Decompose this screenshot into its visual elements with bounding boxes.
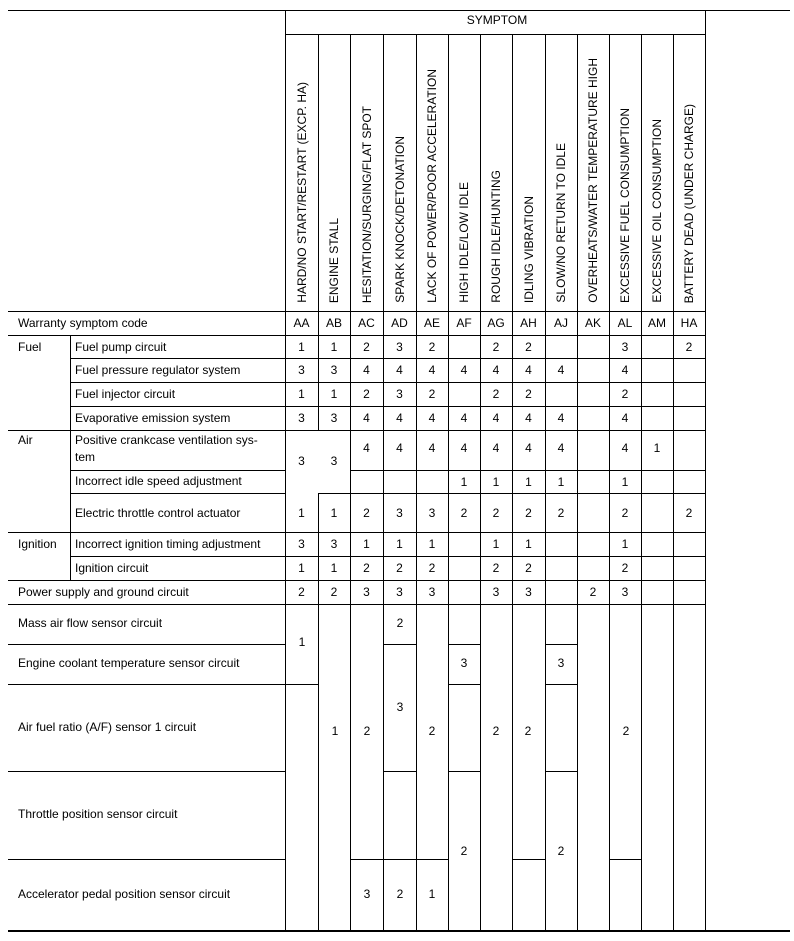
symptom-name-ha: BATTERY DEAD (UNDER CHARGE): [682, 103, 696, 303]
symptom-name-ae: LACK OF POWER/POOR ACCELERATION: [425, 69, 439, 303]
cell-throttle_actuator-ad: 3: [396, 505, 403, 520]
cell-ignition_timing-ad: 1: [396, 537, 403, 551]
cell-throttle_actuator-aa: 1: [298, 505, 305, 520]
row-label-fuel-injector: Fuel injector circuit: [75, 387, 176, 401]
row-label-throttle-actuator: Electric throttle control actuator: [75, 506, 241, 520]
cell-throttle_actuator-ah: 2: [525, 505, 532, 520]
merged-cell: [642, 605, 673, 930]
cell-throttle_actuator-ab: 1: [330, 505, 338, 520]
cell-evap-ad: 4: [396, 411, 403, 425]
cell-pcv-aa: 3: [298, 454, 305, 468]
cell-fuel_pressure-ac: 4: [363, 363, 370, 377]
cell-fuel_injector-ac: 2: [363, 387, 370, 401]
symptom-header: SYMPTOM: [466, 13, 528, 27]
table-rule: [8, 10, 790, 11]
cell-ignition_circuit-ac: 2: [363, 561, 370, 575]
table-rule: [70, 335, 71, 580]
cell-evap-aa: 3: [298, 411, 305, 425]
row-label-pcv-line1: Positive crankcase ventilation sys-: [75, 433, 258, 447]
cell-fuel_pump-al: 3: [621, 339, 629, 354]
cell-evap-ag: 4: [492, 411, 500, 425]
cell-power_supply-ak: 2: [589, 585, 597, 599]
cell-power_supply-aa: 2: [298, 585, 305, 599]
table-rule: [383, 34, 384, 930]
table-rule: [70, 556, 705, 557]
merged-cell: [449, 685, 480, 771]
symptom-name-ac: HESITATION/SURGING/FLAT SPOT: [359, 105, 374, 303]
symptom-name-ag: ROUGH IDLE/HUNTING: [489, 170, 503, 303]
symptom-name-am: EXCESSIVE OIL CONSUMPTION: [650, 119, 664, 303]
row-label-app: Accelerator pedal position sensor circuit: [18, 887, 231, 901]
cell-fuel_pump-ae: 2: [428, 339, 436, 354]
cell-sensor-af-ect: 3: [460, 656, 468, 670]
merged-cell: [578, 605, 609, 930]
cell-fuel_pressure-af: 4: [460, 363, 468, 377]
symptom-code-af: AF: [456, 316, 472, 330]
table-rule: [8, 532, 705, 533]
cell-idle_speed-af: 1: [460, 474, 468, 489]
cell-fuel_pump-ab: 1: [330, 339, 338, 354]
cell-evap-ac: 4: [363, 411, 370, 425]
cell-fuel_injector-ae: 2: [428, 387, 436, 401]
symptom-name-aj: SLOW/NO RETURN TO IDLE: [554, 143, 568, 303]
symptom-code-ae: AE: [423, 316, 441, 330]
row-label-af-sensor: Air fuel ratio (A/F) sensor 1 circuit: [18, 720, 197, 734]
symptom-name-ak: OVERHEATS/WATER TEMPERATURE HIGH: [586, 58, 600, 303]
cell-ignition_circuit-ah: 2: [525, 561, 532, 575]
cell-idle_speed-ag: 1: [492, 474, 500, 489]
row-label-ect: Engine coolant temperature sensor circuit: [18, 656, 240, 670]
cell-ignition_timing-aa: 3: [298, 537, 305, 551]
cell-ignition_timing-al: 1: [621, 537, 629, 551]
cell-ignition_circuit-ad: 2: [396, 561, 403, 575]
cell-fuel_pressure-ab: 3: [330, 363, 338, 377]
symptom-code-aa: AA: [293, 316, 310, 330]
cell-idle_speed-ah: 1: [525, 474, 532, 489]
table-rule: [70, 382, 705, 383]
cell-ignition_timing-ah: 1: [525, 537, 532, 551]
cell-ignition_timing-ac: 1: [363, 537, 370, 551]
symptom-code-ad: AD: [391, 316, 408, 330]
cell-ignition_timing-ab: 3: [330, 537, 338, 551]
symptom-code-aj: AJ: [553, 316, 569, 330]
cell-sensor-ad-ect-af: 3: [396, 700, 404, 714]
symptom-code-ag: AG: [487, 316, 505, 330]
merged-cell: [286, 685, 318, 930]
cell-pcv-af: 4: [460, 441, 468, 455]
cell-sensor-ae-app: 1: [428, 887, 436, 901]
symptom-name-ab: ENGINE STALL: [327, 217, 341, 303]
merged-cell: [319, 605, 350, 930]
cell-fuel_injector-ah: 2: [525, 387, 532, 401]
cell-ignition_circuit-ab: 1: [330, 561, 338, 575]
cell-sensor-aa-maf-ect: 1: [298, 635, 306, 649]
group-fuel: Fuel: [18, 340, 42, 354]
table-rule: [70, 406, 705, 407]
cell-sensor-ac-app: 3: [363, 887, 371, 901]
cell-evap-ah: 4: [525, 411, 532, 425]
table-rule: [8, 580, 705, 581]
row-label-power-supply: Power supply and ground circuit: [18, 585, 189, 599]
cell-throttle_actuator-al: 2: [621, 505, 629, 520]
cell-pcv-ag: 4: [492, 441, 500, 455]
table-rule: [8, 335, 705, 336]
row-label-ignition-timing: Incorrect ignition timing adjustment: [75, 537, 261, 551]
cell-sensor-al-maf-tps: 2: [622, 724, 630, 738]
cell-fuel_pressure-ag: 4: [492, 363, 500, 377]
cell-ignition_timing-ae: 1: [428, 537, 436, 551]
merged-cell: [481, 605, 512, 930]
cell-ignition_circuit-aa: 1: [298, 561, 305, 575]
table-rule: [70, 493, 285, 494]
symptom-name-af: HIGH IDLE/LOW IDLE: [457, 182, 471, 303]
row-label-fuel-pump: Fuel pump circuit: [75, 340, 167, 354]
cell-ignition_circuit-al: 2: [621, 561, 629, 575]
symptom-code-ab: AB: [325, 316, 343, 330]
cell-throttle_actuator-ag: 2: [492, 505, 500, 520]
cell-ignition_circuit-ag: 2: [492, 561, 500, 575]
symptom-code-al: AL: [617, 316, 633, 330]
cell-evap-ab: 3: [330, 411, 338, 425]
symptom-name-ad: SPARK KNOCK/DETONATION: [392, 136, 407, 303]
cell-fuel_injector-ab: 1: [330, 387, 338, 401]
cell-fuel_pump-ad: 3: [396, 339, 403, 354]
cell-fuel_pressure-aa: 3: [298, 363, 305, 377]
cell-sensor-af-tps-app: 2: [460, 844, 468, 858]
cell-fuel_pump-ac: 2: [363, 339, 370, 354]
symptom-code-am: AM: [648, 316, 666, 330]
group-ignition: Ignition: [18, 537, 57, 551]
cell-throttle_actuator-af: 2: [460, 505, 468, 520]
cell-sensor-ab: 1: [331, 724, 339, 738]
table-rule: [8, 931, 790, 932]
cell-sensor-aj-tps-app: 2: [557, 844, 565, 858]
cell-ignition_timing-ag: 1: [492, 537, 500, 551]
table-rule: [318, 493, 705, 494]
cell-power_supply-ae: 3: [428, 585, 436, 599]
cell-fuel_pump-ah: 2: [525, 339, 532, 354]
cell-sensor-ag: 2: [492, 724, 500, 738]
cell-pcv-ad: 4: [396, 441, 403, 455]
cell-pcv-ae: 4: [428, 441, 436, 455]
cell-sensor-aj-ect: 3: [557, 656, 565, 670]
row-label-fuel-pressure: Fuel pressure regulator system: [75, 363, 241, 377]
cell-evap-aj: 4: [557, 411, 565, 425]
symptom-name-al: EXCESSIVE FUEL CONSUMPTION: [618, 108, 632, 303]
group-air: Air: [18, 433, 33, 447]
table-rule: [350, 470, 705, 471]
cell-sensor-ah-maf-tps: 2: [524, 724, 532, 738]
cell-power_supply-ac: 3: [363, 585, 370, 599]
cell-evap-al: 4: [621, 411, 629, 425]
symptom-code-ac: AC: [358, 316, 375, 330]
cell-pcv-ab: 3: [330, 454, 338, 468]
cell-evap-ae: 4: [428, 411, 436, 425]
symptom-name-aa: HARD/NO START/RESTART (EXCP. HA): [294, 82, 309, 303]
cell-throttle_actuator-ac: 2: [363, 505, 370, 520]
table-rule: [70, 358, 705, 359]
row-label-idle-speed: Incorrect idle speed adjustment: [75, 474, 242, 488]
table-rule: [285, 34, 705, 35]
cell-throttle_actuator-aj: 2: [557, 505, 565, 520]
cell-fuel_injector-al: 2: [621, 387, 629, 401]
cell-ignition_circuit-ae: 2: [428, 561, 436, 575]
merged-cell: [286, 431, 350, 493]
cell-fuel_pressure-al: 4: [621, 363, 629, 377]
table-rule: [8, 430, 705, 431]
cell-fuel_pressure-ah: 4: [525, 363, 532, 377]
cell-fuel_pressure-aj: 4: [557, 363, 565, 377]
symptom-name-ah: IDLING VIBRATION: [521, 195, 536, 303]
cell-power_supply-ad: 3: [396, 585, 403, 599]
cell-fuel_injector-ag: 2: [492, 387, 500, 401]
cell-pcv-ah: 4: [525, 441, 532, 455]
cell-pcv-ac: 4: [363, 441, 370, 455]
symptom-code-ah: AH: [520, 316, 537, 330]
cell-sensor-ad-maf: 2: [396, 616, 404, 630]
cell-pcv-aj: 4: [557, 441, 565, 455]
cell-sensor-ac-maf-tps: 2: [363, 724, 371, 738]
cell-evap-af: 4: [460, 411, 468, 425]
cell-pcv-am: 1: [653, 441, 661, 455]
cell-power_supply-al: 3: [621, 585, 629, 599]
cell-throttle_actuator-ae: 3: [428, 505, 436, 520]
row-label-ignition-circuit: Ignition circuit: [75, 561, 149, 575]
cell-fuel_pressure-ae: 4: [428, 363, 436, 377]
cell-power_supply-ah: 3: [525, 585, 532, 599]
row-label-maf: Mass air flow sensor circuit: [18, 616, 163, 630]
merged-cell: [674, 605, 705, 930]
symptom-code-ak: AK: [584, 316, 602, 330]
table-rule: [705, 10, 706, 930]
cell-idle_speed-al: 1: [621, 474, 629, 489]
cell-power_supply-ag: 3: [492, 585, 500, 599]
cell-fuel_pump-ha: 2: [685, 339, 693, 354]
cell-pcv-al: 4: [621, 441, 629, 455]
cell-fuel_pressure-ad: 4: [396, 363, 403, 377]
cell-fuel_injector-aa: 1: [298, 387, 305, 401]
cell-fuel_pump-ag: 2: [492, 339, 500, 354]
table-rule: [8, 311, 705, 312]
row-label-evap: Evaporative emission system: [75, 411, 231, 425]
cell-sensor-ad-app: 2: [396, 887, 404, 901]
symptom-code-ha: HA: [680, 316, 698, 330]
warranty-code-label: Warranty symptom code: [18, 316, 148, 330]
cell-power_supply-ab: 2: [330, 585, 338, 599]
cell-throttle_actuator-ha: 2: [685, 505, 693, 520]
cell-sensor-ae-maf-tps: 2: [428, 724, 436, 738]
cell-fuel_pump-aa: 1: [298, 339, 305, 354]
row-label-tps: Throttle position sensor circuit: [18, 807, 178, 821]
cell-fuel_injector-ad: 3: [396, 387, 403, 401]
cell-idle_speed-aj: 1: [557, 474, 565, 489]
row-label-pcv-line2: tem: [75, 450, 96, 464]
